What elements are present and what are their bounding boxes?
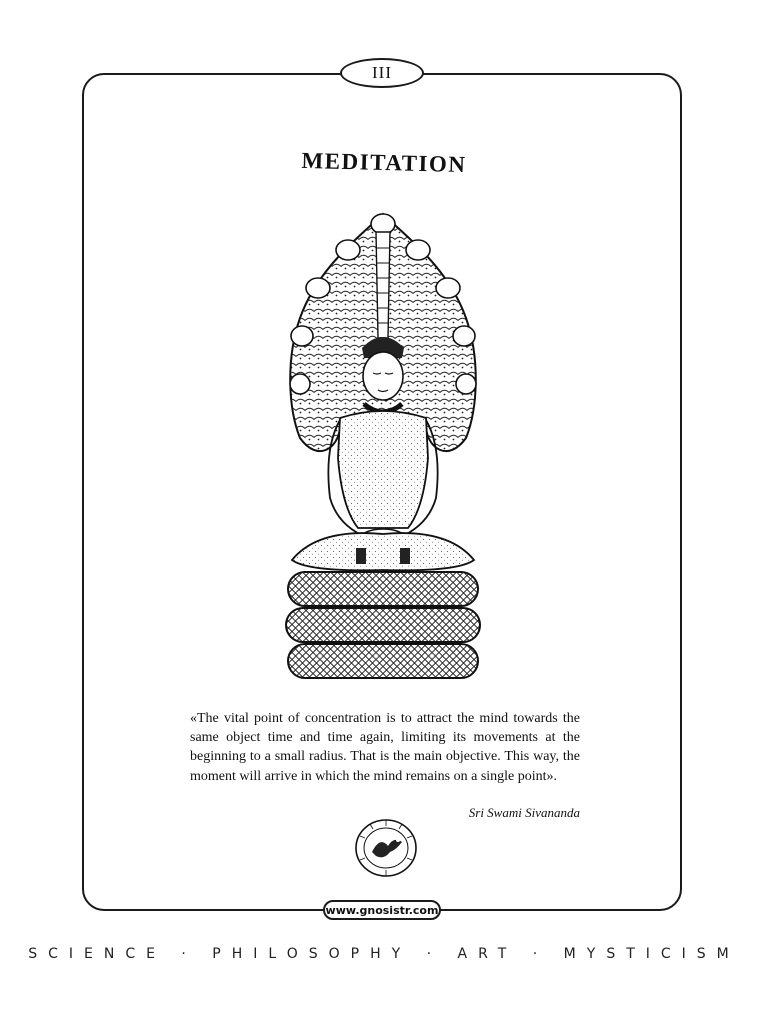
- quote-text: «The vital point of concentration is to attract the mind towards the same object time and time again, limiting its movements at the beginning to a small radius. That is the main objective. This way, the moment will arrive in which the mind remains on a single point».: [190, 711, 580, 784]
- page-title: MEDITATION: [301, 147, 467, 178]
- chapter-number-badge: [340, 58, 424, 88]
- publisher-seal-icon: [354, 818, 418, 878]
- website-link[interactable]: [323, 900, 441, 920]
- quote-author: Sri Swami Sivananda: [468, 805, 580, 820]
- footer-tagline: SCIENCE · PHILOSOPHY · ART · MYSTICISM: [28, 946, 740, 962]
- meditating-figure-under-serpent-hood-icon: [278, 208, 488, 682]
- chapter-numeral: III: [372, 63, 392, 82]
- website-text: www.gnosistr.com: [325, 903, 439, 917]
